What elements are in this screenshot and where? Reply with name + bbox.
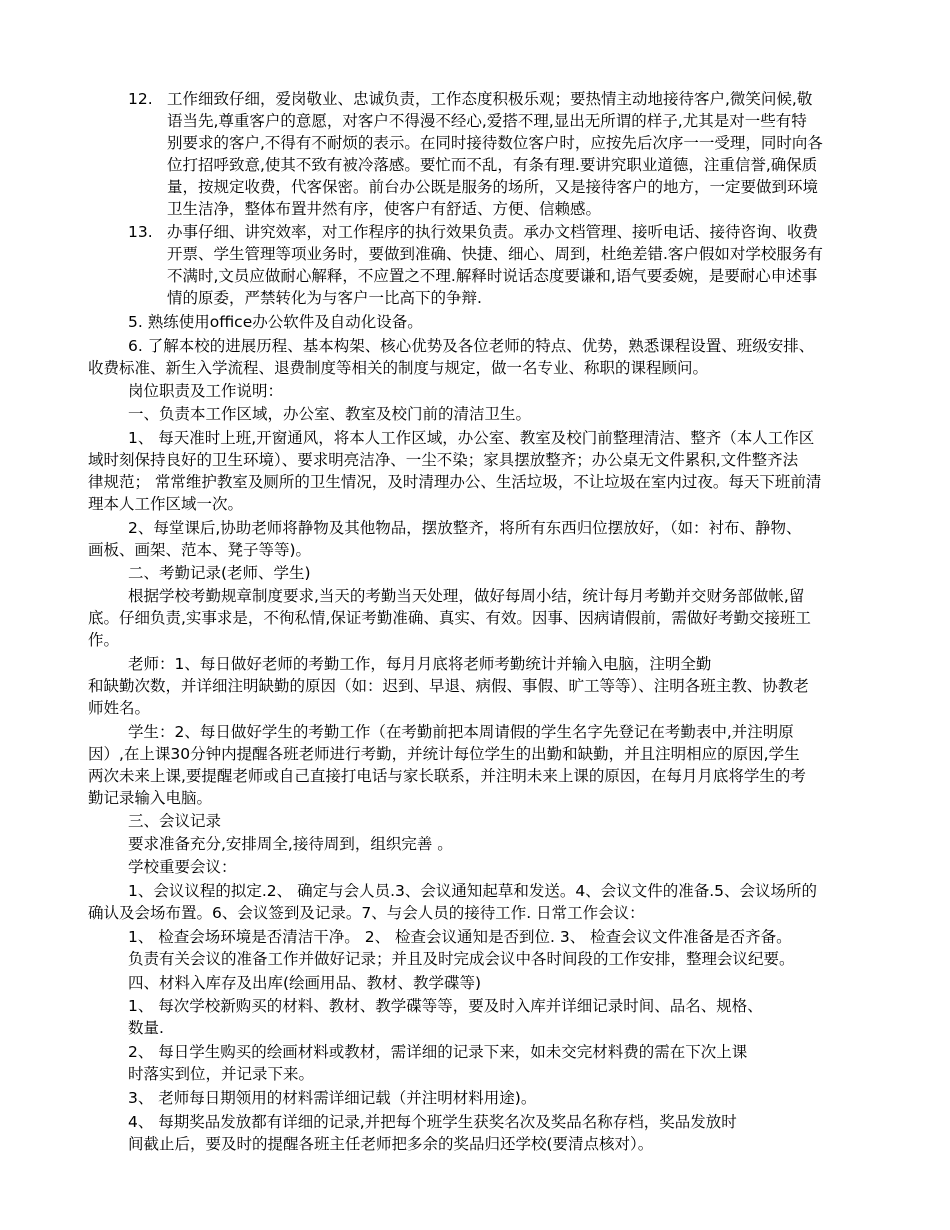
- text-line: 根据学校考勤规章制度要求,当天的考勤当天处理，做好每周小结，统计每月考勤并交财务部做帐,留: [128, 587, 805, 605]
- text-line: 作。: [88, 631, 120, 649]
- section-heading: 一、负责本工作区域，办公室、教室及校门前的清洁卫生。: [128, 405, 532, 423]
- text-line: 1、 每次学校新购买的材料、教材、教学碟等等，要及时入库并详细记录时间、品名、规格、: [128, 997, 763, 1015]
- text-line: 办事仔细、讲究效率，对工作程序的执行效果负责。承办文档管理、接听电话、接待咨询、收费: [167, 223, 819, 241]
- text-line: 别要求的客户,不得有不耐烦的表示。在同时接待数位客户时，应按先后次序一一受理，同时向各: [167, 134, 823, 152]
- text-line: 位打招呼致意,使其不致有被冷落感。要忙而不乱，有条有理.要讲究职业道德，注重信誉,确保质: [167, 156, 818, 174]
- text-line: 情的原委，严禁转化为与客户一比高下的争辩.: [167, 289, 482, 307]
- text-line: 底。仔细负责,实事求是，不徇私情,保证考勤准确、真实、有效。因事、因病请假前，需做好考勤交接班工: [88, 609, 811, 627]
- text-line: 老师：1、每日做好老师的考勤工作，每月月底将老师考勤统计并输入电脑，注明全勤: [128, 655, 712, 673]
- text-line: 开票、学生管理等项业务时，要做到准确、快捷、细心、周到，杜绝差错.客户假如对学校服务有: [167, 245, 823, 263]
- text-line: 画板、画架、范本、凳子等等)。: [88, 541, 312, 559]
- section-heading: 三、会议记录: [128, 812, 222, 830]
- text-line: 不满时,文员应做耐心解释，不应置之不理.解释时说话态度要谦和,语气要委婉，是要耐心申述事: [167, 267, 818, 285]
- text-line: 两次未来上课,要提醒老师或自己直接打电话与家长联系，并注明未来上课的原因，在每月月底将学生的考: [88, 767, 806, 785]
- text-line: 收费标准、新生入学流程、退费制度等相关的制度与规定，做一名专业、称职的课程顾问。: [88, 359, 709, 377]
- text-line: 5. 熟练使用office办公软件及自动化设备。: [128, 313, 423, 331]
- text-line: 1、 每天准时上班,开窗通风，将本人工作区域，办公室、教室及校门前整理清洁、整齐（本人工作区: [128, 429, 815, 447]
- text-line: 1、 检查会场环境是否清洁干净。 2、 检查会议通知是否到位. 3、 检查会议文件准备是否齐备。: [128, 928, 792, 946]
- text-line: 时落实到位，并记录下来。: [128, 1065, 315, 1083]
- text-line: 确认及会场布置。6、会议签到及记录。7、与会人员的接待工作. 日常工作会议：: [88, 904, 645, 922]
- section-heading: 岗位职责及工作说明：: [128, 382, 284, 400]
- text-line: 工作细致仔细，爱岗敬业、忠诚负责，工作态度积极乐观；要热情主动地接待客户,微笑问候,敬: [167, 90, 813, 108]
- section-heading: 四、材料入库存及出库(绘画用品、教材、教学碟等): [128, 974, 482, 992]
- text-line: 负责有关会议的准备工作并做好记录；并且及时完成会议中各时间段的工作安排，整理会议纪要。: [128, 950, 795, 968]
- text-line: 学生：2、每日做好学生的考勤工作（在考勤前把本周请假的学生名字先登记在考勤表中,并注明原: [128, 723, 794, 741]
- text-line: 间截止后，要及时的提醒各班主任老师把多余的奖品归还学校(要清点核对）。: [128, 1135, 654, 1153]
- item-number: 12.: [128, 90, 153, 108]
- text-line: 3、 老师每日期领用的材料需详细记载（并注明材料用途)。: [128, 1089, 537, 1107]
- text-line: 学校重要会议：: [128, 858, 237, 876]
- text-line: 1、会议议程的拟定.2、 确定与会人员.3、会议通知起草和发送。4、会议文件的准备.5、会议场所的: [128, 882, 818, 900]
- text-line: 2、 每日学生购买的绘画材料或教材，需详细的记录下来，如未交完材料费的需在下次上课: [128, 1043, 748, 1061]
- text-line: 域时刻保持良好的卫生环境）、要求明亮洁净、一尘不染；家具摆放整齐；办公桌无文件累积,文件整齐法: [88, 451, 799, 469]
- text-line: 卫生洁净，整体布置井然有序，使客户有舒适、方便、信赖感。: [167, 200, 602, 218]
- text-line: 数量.: [128, 1019, 164, 1037]
- text-line: 量，按规定收费，代客保密。前台办公既是服务的场所，又是接待客户的地方，一定要做到环境: [167, 178, 819, 196]
- text-line: 4、 每期奖品发放都有详细的记录,并把每个班学生获奖名次及奖品名称存档，奖品发放时: [128, 1113, 737, 1131]
- text-line: 语当先,尊重客户的意愿，对客户不得漫不经心,爱搭不理,显出无所谓的样子,尤其是对一些有特: [167, 112, 807, 130]
- text-line: 师姓名。: [88, 699, 151, 717]
- text-line: 理本人工作区域一次。: [88, 495, 244, 513]
- text-line: 勤记录输入电脑。: [88, 789, 213, 807]
- text-line: 律规范； 常常维护教室及厕所的卫生情况，及时清理办公、生活垃圾，不让垃圾在室内过夜。每天下班前清: [88, 473, 822, 491]
- text-line: 因）,在上课30分钟内提醒各班老师进行考勤，并统计每位学生的出勤和缺勤，并且注明相应的原因,学生: [88, 745, 800, 763]
- item-number: 13.: [128, 223, 153, 241]
- text-line: 6. 了解本校的进展历程、基本构架、核心优势及各位老师的特点、优势，熟悉课程设置、班级安排、: [128, 337, 815, 355]
- text-line: 2、每堂课后,协助老师将静物及其他物品，摆放整齐，将所有东西归位摆放好，（如：衬布、静物、: [128, 519, 802, 537]
- text-line: 和缺勤次数，并详细注明缺勤的原因（如：迟到、早退、病假、事假、旷工等等）、注明各班主教、协教老: [88, 677, 809, 695]
- section-heading: 二、考勤记录(老师、学生): [128, 564, 311, 582]
- text-line: 要求准备充分,安排周全,接待周到，组织完善 。: [128, 835, 453, 853]
